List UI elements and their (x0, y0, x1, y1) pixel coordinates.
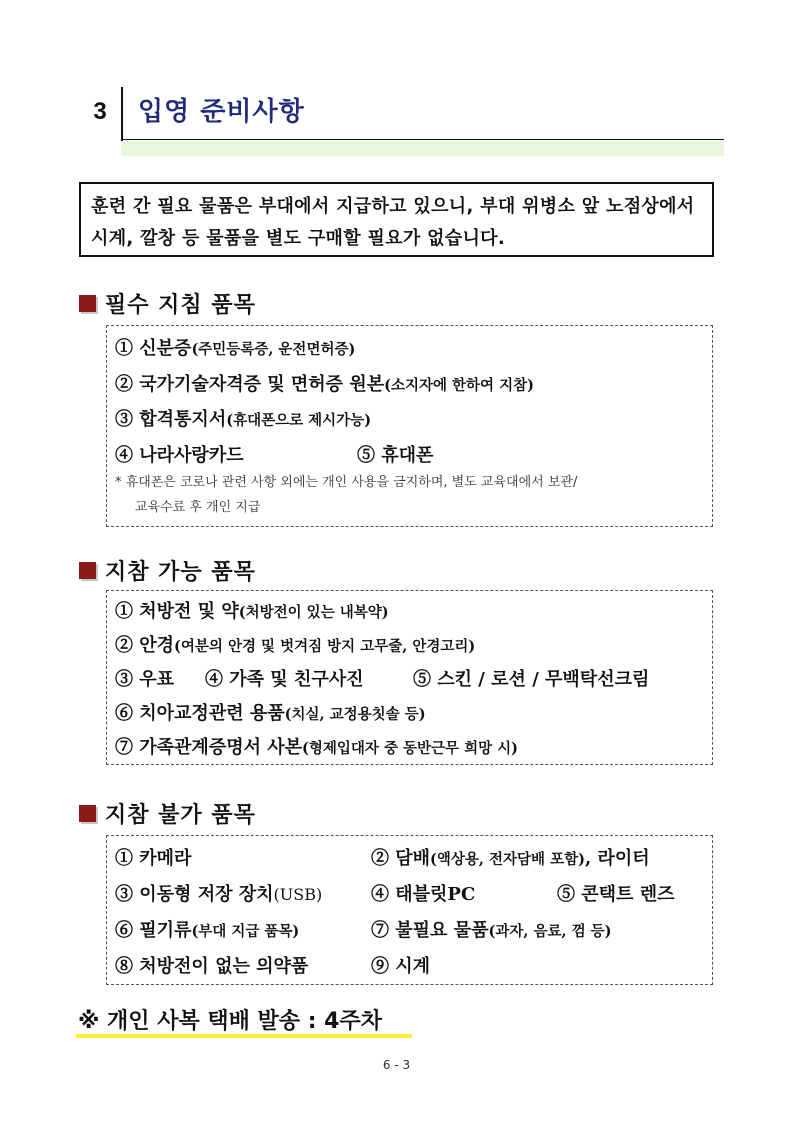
notice-line-2: 시계, 깔창 등 물품을 별도 구매할 필요가 없습니다. (91, 228, 505, 249)
allowed-item-7-main: ⑦ 가족관계증명서 사본 (115, 737, 303, 758)
prohibited-item-4: ④ 태블릿PC (371, 884, 476, 905)
prohibited-item-7 (371, 916, 612, 942)
allowed-item-3: ③ 우표 (115, 669, 175, 690)
prohibited-item-3-main: ③ 이동형 저장 장치 (115, 884, 274, 905)
required-item-3 (115, 405, 371, 431)
allowed-item-2-main: ② 안경 (115, 635, 175, 656)
section-underline (121, 139, 724, 140)
required-item-3-main: ③ 합격통지서 (115, 409, 227, 430)
page-number: 6 - 3 (382, 1058, 411, 1072)
allowed-heading-label: 지참 가능 품목 (105, 559, 256, 585)
allowed-heading (79, 555, 256, 585)
section-number: 3 (93, 98, 107, 125)
prohibited-item-9: ⑨ 시계 (371, 956, 431, 977)
section-band (121, 141, 724, 156)
allowed-item-5: ⑤ 스킨 / 로션 / 무백탁선크림 (413, 669, 650, 690)
prohibited-item-3-paren: (USB) (273, 885, 323, 904)
required-item-1-paren: (주민등록증, 운전면허증) (191, 341, 356, 358)
required-item-3-paren: (휴대폰으로 제시가능) (226, 412, 372, 429)
delivery-notice: ※ 개인 사복 택배 발송 : 4주차 (78, 1009, 382, 1034)
section-divider (121, 87, 123, 141)
allowed-item-6-paren: (치실, 교정용칫솔 등) (284, 706, 426, 723)
prohibited-item-3 (115, 880, 322, 906)
allowed-item-6-main: ⑥ 치아교정관련 용품 (115, 703, 285, 724)
allowed-item-7-paren: (형제입대자 중 동반근무 희망 시) (302, 740, 519, 757)
prohibited-item-2-paren: (액상용, 전자담배 포함) (430, 851, 585, 868)
prohibited-item-8: ⑧ 처방전이 없는 의약품 (115, 956, 309, 977)
required-item-1 (115, 334, 355, 360)
notice-box (79, 182, 714, 257)
allowed-item-1 (115, 597, 389, 623)
prohibited-item-2 (371, 844, 650, 870)
prohibited-heading-label: 지참 불가 품목 (105, 802, 256, 828)
bullet-square-icon (79, 805, 96, 822)
prohibited-heading (79, 798, 256, 828)
prohibited-item-7-main: ⑦ 불필요 물품 (371, 920, 489, 941)
required-item-1-main: ① 신분증 (115, 338, 192, 359)
prohibited-item-2-tail: , 라이터 (584, 848, 650, 869)
prohibited-item-6-main: ⑥ 필기류 (115, 920, 192, 941)
prohibited-box (106, 835, 713, 985)
required-item-5: ⑤ 휴대폰 (357, 445, 434, 466)
allowed-item-2-paren: (여분의 안경 및 벗겨짐 방지 고무줄, 안경고리) (174, 638, 476, 655)
allowed-item-7 (115, 733, 518, 759)
allowed-box (106, 590, 713, 765)
required-heading-label: 필수 지침 품목 (105, 292, 256, 318)
allowed-item-1-main: ① 처방전 및 약 (115, 601, 239, 622)
required-item-2-paren: (소지자에 한하여 지참) (384, 377, 534, 394)
prohibited-item-6 (115, 916, 299, 942)
required-note (115, 470, 577, 520)
required-heading (79, 288, 256, 318)
required-note-line-1: * 휴대폰은 코로나 관련 사항 외에는 개인 사용을 금지하며, 별도 교육대에서 보관/ (115, 475, 578, 490)
required-note-line-2: 교육수료 후 개인 지급 (135, 500, 261, 515)
required-item-2-main: ② 국가기술자격증 및 면허증 원본 (115, 374, 385, 395)
prohibited-item-7-paren: (과자, 음료, 껌 등) (488, 923, 612, 940)
prohibited-item-5: ⑤ 콘택트 렌즈 (557, 884, 675, 905)
required-item-4: ④ 나라사랑카드 (115, 445, 244, 466)
required-item-2 (115, 370, 534, 396)
prohibited-item-6-paren: (부대 지급 품목) (191, 923, 300, 940)
prohibited-item-1: ① 카메라 (115, 848, 192, 869)
allowed-item-6 (115, 699, 426, 725)
allowed-item-1-paren: (처방전이 있는 내복약) (238, 604, 389, 621)
notice-line-1: 훈련 간 필요 물품은 부대에서 지급하고 있으니, 부대 위병소 앞 노점상에서 (91, 196, 695, 217)
required-box (106, 325, 713, 527)
bullet-square-icon (79, 295, 96, 312)
section-title: 입영 준비사항 (138, 97, 305, 127)
bullet-square-icon (79, 562, 96, 579)
allowed-item-2 (115, 631, 475, 657)
allowed-item-4: ④ 가족 및 친구사진 (205, 669, 364, 690)
prohibited-item-2-main: ② 담배 (371, 848, 431, 869)
